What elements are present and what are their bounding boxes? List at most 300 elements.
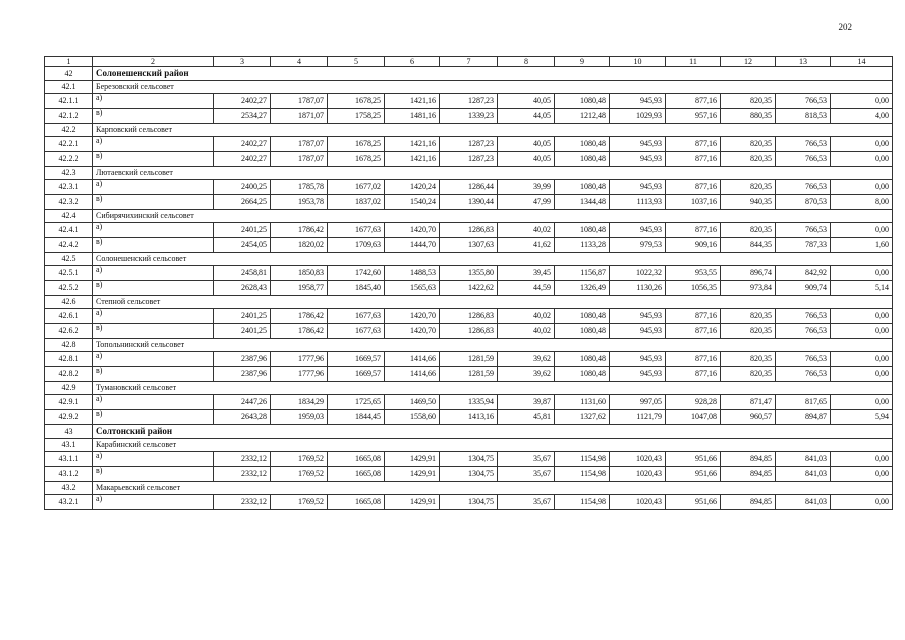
value-cell: 1,60 bbox=[831, 238, 893, 253]
value-cell: 0,00 bbox=[831, 223, 893, 238]
value-cell: 1540,24 bbox=[385, 195, 440, 210]
value-cell: 1022,32 bbox=[610, 266, 666, 281]
value-cell: 945,93 bbox=[610, 152, 666, 167]
value-cell: 1133,28 bbox=[555, 238, 610, 253]
column-number-row bbox=[45, 57, 893, 67]
column-number: 1 bbox=[45, 57, 93, 67]
value-cell: 0,00 bbox=[831, 352, 893, 367]
page-number: 202 bbox=[838, 22, 852, 32]
value-cell: 1420,70 bbox=[385, 223, 440, 238]
value-cell: 1304,75 bbox=[440, 467, 498, 482]
value-cell: 945,93 bbox=[610, 180, 666, 195]
value-cell: 973,84 bbox=[721, 281, 776, 296]
council-row bbox=[45, 439, 893, 452]
value-cell: 880,35 bbox=[721, 109, 776, 124]
value-cell: 1154,98 bbox=[555, 467, 610, 482]
row-code: 42.8.2 bbox=[45, 367, 93, 382]
value-cell: 1414,66 bbox=[385, 352, 440, 367]
value-cell: 1665,08 bbox=[328, 452, 385, 467]
row-variant: а) bbox=[93, 94, 214, 109]
value-cell: 766,53 bbox=[776, 223, 831, 238]
council-name: Березовский сельсовет bbox=[93, 81, 893, 94]
value-cell: 40,02 bbox=[498, 324, 555, 339]
column-number: 2 bbox=[93, 57, 214, 67]
value-cell: 1820,02 bbox=[271, 238, 328, 253]
value-cell: 40,05 bbox=[498, 94, 555, 109]
value-cell: 2332,12 bbox=[214, 467, 271, 482]
value-cell: 1029,93 bbox=[610, 109, 666, 124]
value-cell: 1429,91 bbox=[385, 452, 440, 467]
value-cell: 820,35 bbox=[721, 324, 776, 339]
value-cell: 766,53 bbox=[776, 94, 831, 109]
value-cell: 1281,59 bbox=[440, 352, 498, 367]
value-cell: 1565,63 bbox=[385, 281, 440, 296]
value-cell: 1047,08 bbox=[666, 410, 721, 425]
value-cell: 44,05 bbox=[498, 109, 555, 124]
row-variant: а) bbox=[93, 352, 214, 367]
value-cell: 2447,26 bbox=[214, 395, 271, 410]
row-code: 42.5.1 bbox=[45, 266, 93, 281]
value-cell: 909,16 bbox=[666, 238, 721, 253]
row-code: 42.8.1 bbox=[45, 352, 93, 367]
column-number: 7 bbox=[440, 57, 498, 67]
value-cell: 2454,05 bbox=[214, 238, 271, 253]
value-cell: 1677,63 bbox=[328, 309, 385, 324]
value-cell: 979,53 bbox=[610, 238, 666, 253]
council-name: Лютаевский сельсовет bbox=[93, 167, 893, 180]
table-row bbox=[45, 467, 893, 482]
region-name: Солтонский район bbox=[93, 425, 893, 439]
value-cell: 820,35 bbox=[721, 223, 776, 238]
value-cell: 1958,77 bbox=[271, 281, 328, 296]
value-cell: 1678,25 bbox=[328, 94, 385, 109]
value-cell: 841,03 bbox=[776, 495, 831, 510]
value-cell: 877,16 bbox=[666, 180, 721, 195]
council-row bbox=[45, 296, 893, 309]
value-cell: 2402,27 bbox=[214, 137, 271, 152]
value-cell: 766,53 bbox=[776, 324, 831, 339]
row-code: 42.8 bbox=[45, 339, 93, 352]
council-row bbox=[45, 167, 893, 180]
value-cell: 877,16 bbox=[666, 223, 721, 238]
row-variant: в) bbox=[93, 467, 214, 482]
row-variant: в) bbox=[93, 324, 214, 339]
column-number: 14 bbox=[831, 57, 893, 67]
value-cell: 1758,25 bbox=[328, 109, 385, 124]
council-name: Тумановский сельсовет bbox=[93, 382, 893, 395]
table-row bbox=[45, 452, 893, 467]
table-row bbox=[45, 266, 893, 281]
row-code: 42.9 bbox=[45, 382, 93, 395]
value-cell: 1953,78 bbox=[271, 195, 328, 210]
value-cell: 1080,48 bbox=[555, 352, 610, 367]
council-name: Сибирячихинский сельсовет bbox=[93, 210, 893, 223]
row-variant: в) bbox=[93, 238, 214, 253]
value-cell: 841,03 bbox=[776, 452, 831, 467]
value-cell: 1287,23 bbox=[440, 94, 498, 109]
value-cell: 1786,42 bbox=[271, 223, 328, 238]
value-cell: 39,87 bbox=[498, 395, 555, 410]
value-cell: 1845,40 bbox=[328, 281, 385, 296]
table-row bbox=[45, 352, 893, 367]
council-name: Степной сельсовет bbox=[93, 296, 893, 309]
value-cell: 1304,75 bbox=[440, 495, 498, 510]
row-variant: в) bbox=[93, 281, 214, 296]
value-cell: 1131,60 bbox=[555, 395, 610, 410]
value-cell: 1444,70 bbox=[385, 238, 440, 253]
table-row bbox=[45, 410, 893, 425]
value-cell: 1286,83 bbox=[440, 324, 498, 339]
value-cell: 766,53 bbox=[776, 137, 831, 152]
value-cell: 2402,27 bbox=[214, 94, 271, 109]
value-cell: 44,59 bbox=[498, 281, 555, 296]
council-name: Карабинский сельсовет bbox=[93, 439, 893, 452]
value-cell: 39,45 bbox=[498, 266, 555, 281]
value-cell: 1677,63 bbox=[328, 324, 385, 339]
row-code: 42.2.1 bbox=[45, 137, 93, 152]
table-row bbox=[45, 495, 893, 510]
value-cell: 820,35 bbox=[721, 309, 776, 324]
value-cell: 1850,83 bbox=[271, 266, 328, 281]
value-cell: 877,16 bbox=[666, 352, 721, 367]
value-cell: 1020,43 bbox=[610, 467, 666, 482]
table-row bbox=[45, 395, 893, 410]
value-cell: 1725,65 bbox=[328, 395, 385, 410]
column-number: 12 bbox=[721, 57, 776, 67]
value-cell: 817,65 bbox=[776, 395, 831, 410]
table-row bbox=[45, 238, 893, 253]
row-variant: а) bbox=[93, 223, 214, 238]
value-cell: 766,53 bbox=[776, 152, 831, 167]
table-row bbox=[45, 324, 893, 339]
value-cell: 1421,16 bbox=[385, 152, 440, 167]
row-code: 42.5 bbox=[45, 253, 93, 266]
value-cell: 945,93 bbox=[610, 352, 666, 367]
value-cell: 1339,23 bbox=[440, 109, 498, 124]
value-cell: 1326,49 bbox=[555, 281, 610, 296]
value-cell: 1020,43 bbox=[610, 452, 666, 467]
row-code: 42.3 bbox=[45, 167, 93, 180]
value-cell: 39,99 bbox=[498, 180, 555, 195]
value-cell: 842,92 bbox=[776, 266, 831, 281]
column-number: 6 bbox=[385, 57, 440, 67]
region-name: Солонешенский район bbox=[93, 67, 893, 81]
council-row bbox=[45, 339, 893, 352]
value-cell: 1834,29 bbox=[271, 395, 328, 410]
value-cell: 1286,44 bbox=[440, 180, 498, 195]
value-cell: 1837,02 bbox=[328, 195, 385, 210]
value-cell: 1787,07 bbox=[271, 152, 328, 167]
value-cell: 1327,62 bbox=[555, 410, 610, 425]
value-cell: 1469,50 bbox=[385, 395, 440, 410]
value-cell: 1154,98 bbox=[555, 452, 610, 467]
value-cell: 957,16 bbox=[666, 109, 721, 124]
value-cell: 997,05 bbox=[610, 395, 666, 410]
value-cell: 896,74 bbox=[721, 266, 776, 281]
value-cell: 1307,63 bbox=[440, 238, 498, 253]
value-cell: 928,28 bbox=[666, 395, 721, 410]
value-cell: 1777,96 bbox=[271, 367, 328, 382]
value-cell: 2534,27 bbox=[214, 109, 271, 124]
value-cell: 1080,48 bbox=[555, 152, 610, 167]
value-cell: 0,00 bbox=[831, 395, 893, 410]
value-cell: 8,00 bbox=[831, 195, 893, 210]
row-code: 42.9.1 bbox=[45, 395, 93, 410]
row-code: 42.1.1 bbox=[45, 94, 93, 109]
value-cell: 40,02 bbox=[498, 309, 555, 324]
row-variant: в) bbox=[93, 195, 214, 210]
council-row bbox=[45, 124, 893, 137]
value-cell: 1304,75 bbox=[440, 452, 498, 467]
value-cell: 1481,16 bbox=[385, 109, 440, 124]
table-row bbox=[45, 223, 893, 238]
value-cell: 1871,07 bbox=[271, 109, 328, 124]
value-cell: 951,66 bbox=[666, 452, 721, 467]
value-cell: 1413,16 bbox=[440, 410, 498, 425]
value-cell: 877,16 bbox=[666, 152, 721, 167]
column-number: 10 bbox=[610, 57, 666, 67]
value-cell: 1080,48 bbox=[555, 367, 610, 382]
value-cell: 5,14 bbox=[831, 281, 893, 296]
value-cell: 0,00 bbox=[831, 495, 893, 510]
value-cell: 1156,87 bbox=[555, 266, 610, 281]
value-cell: 945,93 bbox=[610, 324, 666, 339]
council-name: Макарьевский сельсовет bbox=[93, 482, 893, 495]
value-cell: 877,16 bbox=[666, 309, 721, 324]
value-cell: 0,00 bbox=[831, 266, 893, 281]
value-cell: 1080,48 bbox=[555, 324, 610, 339]
row-code: 43.2.1 bbox=[45, 495, 93, 510]
row-variant: а) bbox=[93, 495, 214, 510]
value-cell: 4,00 bbox=[831, 109, 893, 124]
value-cell: 1669,57 bbox=[328, 352, 385, 367]
value-cell: 945,93 bbox=[610, 223, 666, 238]
row-code: 42.5.2 bbox=[45, 281, 93, 296]
value-cell: 1665,08 bbox=[328, 495, 385, 510]
column-number: 9 bbox=[555, 57, 610, 67]
value-cell: 909,74 bbox=[776, 281, 831, 296]
value-cell: 951,66 bbox=[666, 467, 721, 482]
table-row bbox=[45, 152, 893, 167]
value-cell: 1785,78 bbox=[271, 180, 328, 195]
table-row bbox=[45, 309, 893, 324]
council-name: Топольнинский сельсовет bbox=[93, 339, 893, 352]
value-cell: 945,93 bbox=[610, 137, 666, 152]
column-number: 5 bbox=[328, 57, 385, 67]
value-cell: 0,00 bbox=[831, 367, 893, 382]
value-cell: 1212,48 bbox=[555, 109, 610, 124]
value-cell: 945,93 bbox=[610, 309, 666, 324]
value-cell: 1558,60 bbox=[385, 410, 440, 425]
value-cell: 1777,96 bbox=[271, 352, 328, 367]
value-cell: 870,53 bbox=[776, 195, 831, 210]
value-cell: 1080,48 bbox=[555, 223, 610, 238]
value-cell: 2332,12 bbox=[214, 452, 271, 467]
value-cell: 1677,63 bbox=[328, 223, 385, 238]
row-code: 43.1.1 bbox=[45, 452, 93, 467]
row-code: 43.1 bbox=[45, 439, 93, 452]
value-cell: 1669,57 bbox=[328, 367, 385, 382]
value-cell: 818,53 bbox=[776, 109, 831, 124]
value-cell: 1080,48 bbox=[555, 309, 610, 324]
row-variant: в) bbox=[93, 367, 214, 382]
value-cell: 2387,96 bbox=[214, 367, 271, 382]
value-cell: 766,53 bbox=[776, 352, 831, 367]
value-cell: 820,35 bbox=[721, 94, 776, 109]
value-cell: 1287,23 bbox=[440, 137, 498, 152]
value-cell: 35,67 bbox=[498, 495, 555, 510]
value-cell: 1420,24 bbox=[385, 180, 440, 195]
row-code: 43 bbox=[45, 425, 93, 439]
value-cell: 877,16 bbox=[666, 367, 721, 382]
value-cell: 877,16 bbox=[666, 94, 721, 109]
region-row bbox=[45, 425, 893, 439]
table-row bbox=[45, 195, 893, 210]
row-variant: а) bbox=[93, 137, 214, 152]
value-cell: 844,35 bbox=[721, 238, 776, 253]
value-cell: 1344,48 bbox=[555, 195, 610, 210]
value-cell: 820,35 bbox=[721, 367, 776, 382]
value-cell: 1080,48 bbox=[555, 180, 610, 195]
row-code: 42.4.1 bbox=[45, 223, 93, 238]
value-cell: 1420,70 bbox=[385, 309, 440, 324]
value-cell: 2643,28 bbox=[214, 410, 271, 425]
column-number: 13 bbox=[776, 57, 831, 67]
row-variant: а) bbox=[93, 395, 214, 410]
value-cell: 766,53 bbox=[776, 367, 831, 382]
value-cell: 951,66 bbox=[666, 495, 721, 510]
value-cell: 787,33 bbox=[776, 238, 831, 253]
row-code: 42.6.2 bbox=[45, 324, 93, 339]
column-number: 3 bbox=[214, 57, 271, 67]
row-variant: в) bbox=[93, 152, 214, 167]
row-code: 43.2 bbox=[45, 482, 93, 495]
value-cell: 1429,91 bbox=[385, 467, 440, 482]
value-cell: 40,02 bbox=[498, 223, 555, 238]
council-row bbox=[45, 81, 893, 94]
value-cell: 1390,44 bbox=[440, 195, 498, 210]
value-cell: 1709,63 bbox=[328, 238, 385, 253]
value-cell: 1787,07 bbox=[271, 137, 328, 152]
value-cell: 1769,52 bbox=[271, 452, 328, 467]
value-cell: 1422,62 bbox=[440, 281, 498, 296]
row-code: 42.1 bbox=[45, 81, 93, 94]
value-cell: 39,62 bbox=[498, 367, 555, 382]
value-cell: 1286,83 bbox=[440, 309, 498, 324]
value-cell: 0,00 bbox=[831, 452, 893, 467]
column-number: 11 bbox=[666, 57, 721, 67]
value-cell: 35,67 bbox=[498, 467, 555, 482]
value-cell: 820,35 bbox=[721, 352, 776, 367]
value-cell: 1677,02 bbox=[328, 180, 385, 195]
value-cell: 39,62 bbox=[498, 352, 555, 367]
value-cell: 1113,93 bbox=[610, 195, 666, 210]
value-cell: 2401,25 bbox=[214, 223, 271, 238]
row-variant: а) bbox=[93, 266, 214, 281]
value-cell: 2458,81 bbox=[214, 266, 271, 281]
value-cell: 877,16 bbox=[666, 324, 721, 339]
value-cell: 766,53 bbox=[776, 180, 831, 195]
table-row bbox=[45, 180, 893, 195]
table-body bbox=[45, 57, 893, 510]
value-cell: 1429,91 bbox=[385, 495, 440, 510]
value-cell: 5,94 bbox=[831, 410, 893, 425]
council-row bbox=[45, 382, 893, 395]
value-cell: 1281,59 bbox=[440, 367, 498, 382]
value-cell: 0,00 bbox=[831, 324, 893, 339]
value-cell: 1678,25 bbox=[328, 152, 385, 167]
value-cell: 1488,53 bbox=[385, 266, 440, 281]
value-cell: 1121,79 bbox=[610, 410, 666, 425]
row-code: 42.2 bbox=[45, 124, 93, 137]
value-cell: 40,05 bbox=[498, 137, 555, 152]
value-cell: 820,35 bbox=[721, 137, 776, 152]
value-cell: 2628,43 bbox=[214, 281, 271, 296]
table-row bbox=[45, 137, 893, 152]
value-cell: 1769,52 bbox=[271, 495, 328, 510]
table-row bbox=[45, 109, 893, 124]
value-cell: 2387,96 bbox=[214, 352, 271, 367]
value-cell: 2332,12 bbox=[214, 495, 271, 510]
value-cell: 47,99 bbox=[498, 195, 555, 210]
value-cell: 2402,27 bbox=[214, 152, 271, 167]
value-cell: 960,57 bbox=[721, 410, 776, 425]
value-cell: 1844,45 bbox=[328, 410, 385, 425]
value-cell: 2400,25 bbox=[214, 180, 271, 195]
value-cell: 766,53 bbox=[776, 309, 831, 324]
value-cell: 1959,03 bbox=[271, 410, 328, 425]
value-cell: 894,85 bbox=[721, 495, 776, 510]
value-cell: 1769,52 bbox=[271, 467, 328, 482]
value-cell: 894,85 bbox=[721, 467, 776, 482]
value-cell: 1286,83 bbox=[440, 223, 498, 238]
value-cell: 877,16 bbox=[666, 137, 721, 152]
value-cell: 2664,25 bbox=[214, 195, 271, 210]
row-variant: а) bbox=[93, 180, 214, 195]
council-row bbox=[45, 210, 893, 223]
row-variant: в) bbox=[93, 109, 214, 124]
value-cell: 894,87 bbox=[776, 410, 831, 425]
value-cell: 820,35 bbox=[721, 180, 776, 195]
row-code: 42.1.2 bbox=[45, 109, 93, 124]
value-cell: 820,35 bbox=[721, 152, 776, 167]
council-row bbox=[45, 253, 893, 266]
value-cell: 0,00 bbox=[831, 309, 893, 324]
value-cell: 0,00 bbox=[831, 467, 893, 482]
row-code: 42.3.2 bbox=[45, 195, 93, 210]
row-code: 42.4.2 bbox=[45, 238, 93, 253]
row-code: 42.2.2 bbox=[45, 152, 93, 167]
value-cell: 1786,42 bbox=[271, 309, 328, 324]
row-code: 42.6.1 bbox=[45, 309, 93, 324]
council-name: Солонешенский сельсовет bbox=[93, 253, 893, 266]
value-cell: 1787,07 bbox=[271, 94, 328, 109]
value-cell: 1080,48 bbox=[555, 94, 610, 109]
table-row bbox=[45, 367, 893, 382]
value-cell: 1421,16 bbox=[385, 94, 440, 109]
column-number: 8 bbox=[498, 57, 555, 67]
row-code: 43.1.2 bbox=[45, 467, 93, 482]
row-code: 42.3.1 bbox=[45, 180, 93, 195]
table-row bbox=[45, 94, 893, 109]
row-code: 42.6 bbox=[45, 296, 93, 309]
value-cell: 953,55 bbox=[666, 266, 721, 281]
value-cell: 1678,25 bbox=[328, 137, 385, 152]
value-cell: 1414,66 bbox=[385, 367, 440, 382]
row-code: 42.9.2 bbox=[45, 410, 93, 425]
value-cell: 1665,08 bbox=[328, 467, 385, 482]
value-cell: 1420,70 bbox=[385, 324, 440, 339]
